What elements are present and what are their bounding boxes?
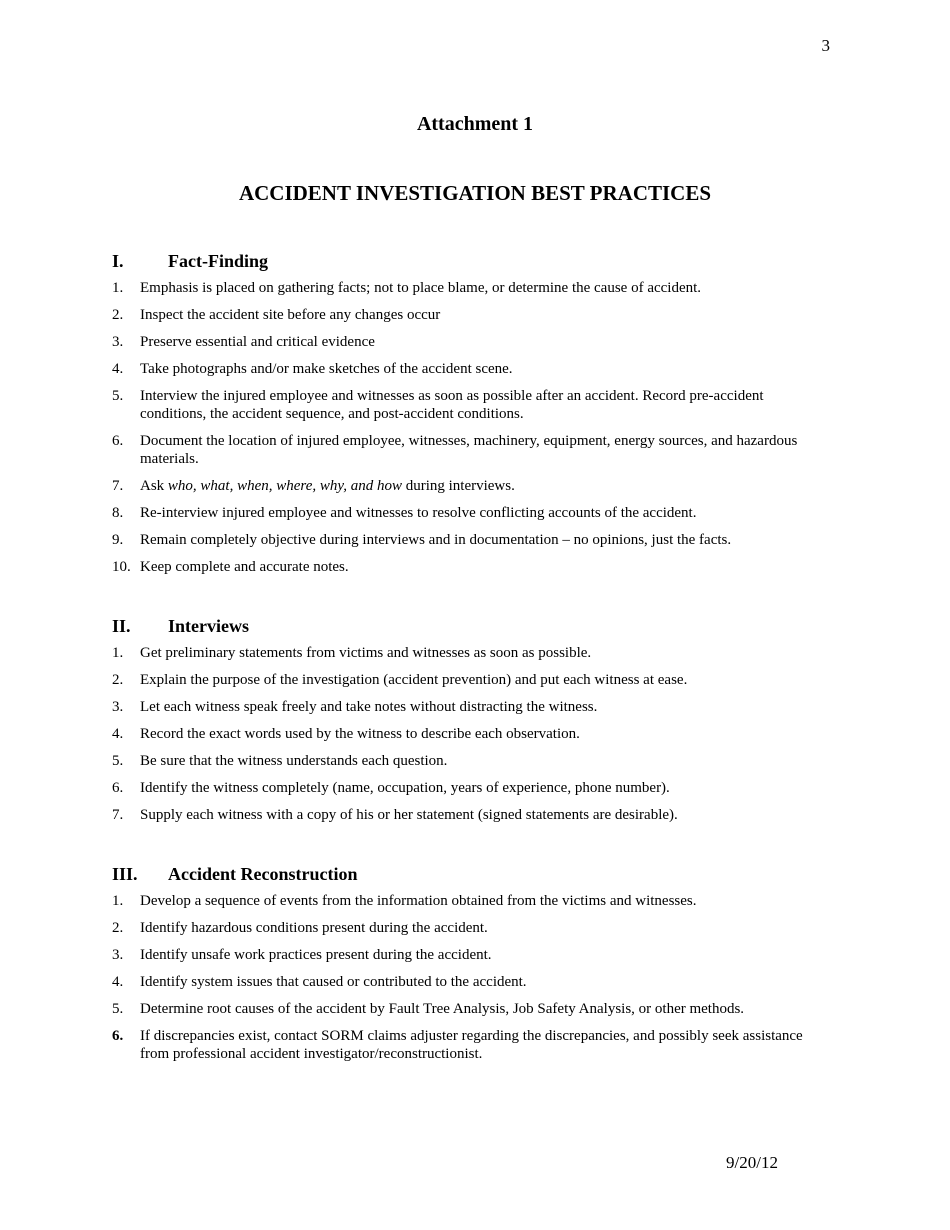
- item-text: If discrepancies exist, contact SORM claims adjuster regarding the discrepancies, and possibly seek assistance from professional accident investigator/reconstructionist.: [140, 1028, 803, 1062]
- list-item: [112, 279, 832, 297]
- item-number: 3.: [112, 947, 124, 963]
- item-number: 4.: [112, 361, 124, 377]
- section-title: Accident Reconstruction: [168, 864, 358, 884]
- attachment-heading: Attachment 1: [416, 113, 534, 135]
- list-item: [112, 671, 832, 689]
- item-number: 6.: [112, 1028, 124, 1044]
- item-text: Get preliminary statements from victims and witnesses as soon as possible.: [140, 645, 592, 661]
- item-text: Explain the purpose of the investigation (accident prevention) and put each witness at ease.: [140, 672, 688, 688]
- list-item: [112, 644, 832, 662]
- interviews-list: [112, 644, 832, 824]
- list-item: [112, 387, 832, 423]
- item-number: 10.: [112, 559, 131, 575]
- item-number: 5.: [112, 388, 124, 404]
- item-text: Identify unsafe work practices present during the accident.: [140, 947, 492, 963]
- list-item: [112, 1027, 832, 1063]
- item-number: 1.: [112, 645, 124, 661]
- section-title: Fact-Finding: [168, 251, 269, 271]
- list-item: [112, 892, 832, 910]
- item-text-lead: Ask: [140, 478, 168, 494]
- page-number: 3: [821, 36, 830, 55]
- item-text: Preserve essential and critical evidence: [140, 334, 375, 350]
- item-text: Interview the injured employee and witnesses as soon as possible after an accident. Record pre-accident conditions, the accident sequence, and post-accident conditions.: [140, 388, 764, 422]
- item-number: 7.: [112, 478, 124, 494]
- fact-finding-list: [112, 279, 832, 576]
- item-text: Identify hazardous conditions present during the accident.: [140, 920, 488, 936]
- item-number: 2.: [112, 307, 124, 323]
- item-number: 5.: [112, 1001, 124, 1017]
- item-text: Determine root causes of the accident by Fault Tree Analysis, Job Safety Analysis, or other methods.: [140, 1001, 745, 1017]
- reconstruction-list: [112, 892, 832, 1063]
- list-item: [112, 531, 832, 549]
- list-item: [112, 432, 832, 468]
- item-number: 1.: [112, 280, 124, 296]
- item-text: Identify the witness completely (name, occupation, years of experience, phone number).: [140, 780, 670, 796]
- item-number: 1.: [112, 893, 124, 909]
- item-text: Emphasis is placed on gathering facts; not to place blame, or determine the cause of accident.: [140, 280, 702, 296]
- item-number: 4.: [112, 974, 124, 990]
- section-fact-finding: [112, 250, 832, 585]
- item-text: Record the exact words used by the witness to describe each observation.: [140, 726, 580, 742]
- list-item: [112, 333, 832, 351]
- item-number: 3.: [112, 334, 124, 350]
- item-number: 2.: [112, 672, 124, 688]
- item-text: Document the location of injured employee, witnesses, machinery, equipment, energy sources, and hazardous materials.: [140, 433, 798, 467]
- section-numeral: III.: [112, 864, 138, 884]
- section-numeral: I.: [112, 251, 124, 271]
- page-title: ACCIDENT INVESTIGATION BEST PRACTICES: [238, 181, 712, 205]
- item-text: Let each witness speak freely and take notes without distracting the witness.: [140, 699, 598, 715]
- list-item: [112, 946, 832, 964]
- list-item: [112, 306, 832, 324]
- list-item: [112, 919, 832, 937]
- list-item: [112, 504, 832, 522]
- list-item: [112, 725, 832, 743]
- item-text: Identify system issues that caused or contributed to the accident.: [140, 974, 527, 990]
- section-title: Interviews: [168, 616, 249, 636]
- item-text-italic: who, what, when, where, why, and how: [167, 478, 402, 494]
- item-text: Keep complete and accurate notes.: [140, 559, 349, 575]
- section-numeral: II.: [112, 616, 131, 636]
- item-text: Supply each witness with a copy of his or her statement (signed statements are desirable).: [140, 807, 678, 823]
- item-text: Take photographs and/or make sketches of the accident scene.: [140, 361, 513, 377]
- list-item: [112, 1000, 832, 1018]
- item-number: 5.: [112, 753, 124, 769]
- list-item: [112, 477, 832, 495]
- item-number: 8.: [112, 505, 124, 521]
- item-number: 2.: [112, 920, 124, 936]
- section-heading: [112, 615, 832, 637]
- item-number: 7.: [112, 807, 124, 823]
- item-number: 4.: [112, 726, 124, 742]
- list-item: [112, 558, 832, 576]
- item-text: Inspect the accident site before any changes occur: [140, 307, 441, 323]
- item-text: Re-interview injured employee and witnesses to resolve conflicting accounts of the accident.: [140, 505, 697, 521]
- section-heading: [112, 250, 832, 272]
- list-item: [112, 806, 832, 824]
- item-number: 3.: [112, 699, 124, 715]
- item-number: 6.: [112, 433, 124, 449]
- section-heading: [112, 863, 832, 885]
- section-interviews: [112, 615, 832, 833]
- footer-date: 9/20/12: [726, 1153, 778, 1172]
- item-text-tail: during interviews.: [401, 478, 515, 494]
- list-item: [112, 973, 832, 991]
- section-accident-reconstruction: [112, 863, 832, 1072]
- item-text: Remain completely objective during interviews and in documentation – no opinions, just the facts.: [140, 532, 732, 548]
- list-item: [112, 779, 832, 797]
- list-item: [112, 360, 832, 378]
- item-text: Develop a sequence of events from the information obtained from the victims and witnesses.: [140, 893, 697, 909]
- list-item: [112, 698, 832, 716]
- item-text: [140, 477, 832, 495]
- item-number: 6.: [112, 780, 124, 796]
- item-number: 9.: [112, 532, 124, 548]
- item-text: Be sure that the witness understands each question.: [140, 753, 448, 769]
- list-item: [112, 752, 832, 770]
